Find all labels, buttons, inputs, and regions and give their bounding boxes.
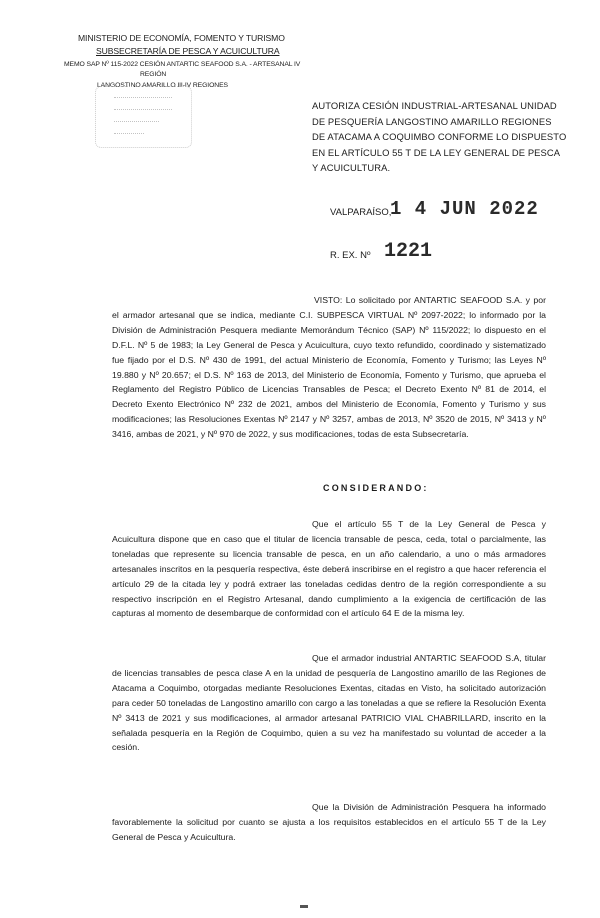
- header-memo-line1: MEMO SAP Nº 115-2022 CESIÓN ANTARTIC SEAFOOD S.A. - ARTESANAL IV: [64, 61, 301, 68]
- rex-number: 1221: [384, 240, 433, 263]
- header-ministry: MINISTERIO DE ECONOMÍA, FOMENTO Y TURISMO: [78, 33, 285, 43]
- considerando-paragraph-3: Que la División de Administración Pesquera ha informado favorablemente la solicitud por cuanto se ajusta a los requisitos establecidos en el artículo 55 T de la Ley General de Pesca y Acuicultura.: [112, 802, 546, 842]
- resolution-title: AUTORIZA CESIÓN INDUSTRIAL-ARTESANAL UNIDAD DE PESQUERÍA LANGOSTINO AMARILLO REGIONES DE ATACAMA A COQUIMBO CONFORME LO DISPUESTO EN EL ARTÍCULO 55 T DE LA LEY GENERAL DE PESCA Y ACUICULTURA.: [312, 100, 567, 174]
- date-stamp: 1 4 JUN 2022: [390, 198, 539, 220]
- considerando-heading: CONSIDERANDO:: [323, 483, 429, 493]
- header-memo-line2: REGIÓN: [140, 71, 167, 78]
- rex-label: R. EX. Nº: [330, 250, 371, 261]
- faint-stamp: [95, 86, 192, 148]
- page-mark: [300, 905, 308, 908]
- considerando-paragraph-1: Que el artículo 55 T de la Ley General de Pesca y Acuicultura dispone que en caso que el titular de licencia transable de pesca, ceda, total o parcialmente, las toneladas que represente su licencia transable de pesca, en un año calendario, a uno o más armadores artesanales inscritos en la pesquería respectiva, éste deberá inscribirse en el registro a que hacer referencia el artículo 29 de la citada ley y podrá extraer las toneladas cedidas dentro de la región correspondiente a su respectivo inscripción en el Registro Artesanal, dando cumplimiento a la exigencia de certificación de las capturas al momento de desembarque de conformidad con el artículo 64 E de la misma ley.: [112, 519, 546, 619]
- header-subsecretaria: SUBSECRETARÍA DE PESCA Y ACUICULTURA: [96, 46, 280, 56]
- place-label: VALPARAÍSO,: [330, 207, 392, 218]
- considerando-paragraph-2: Que el armador industrial ANTARTIC SEAFOOD S.A, titular de licencias transables de pesca clase A en la unidad de pesquería de Langostino amarillo de las Regiones de Atacama a Coquimbo, otorgadas mediante Resoluciones Exentas, citadas en Visto, ha solicitado autorización para ceder 50 toneladas de Langostino amarillo con cargo a las toneladas a que se refiere la Resolución Exenta Nº 3413 de 2021 y sus modificaciones, al armador artesanal PATRICIO VIAL CHABRILLARD, inscrito en la señalada pesquería en la Región de Coquimbo, quien a su vez ha manifestado su voluntad de acceder a la cesión.: [112, 653, 546, 753]
- header-memo-line3: LANGOSTINO AMARILLO III-IV REGIONES: [97, 82, 228, 89]
- visto-paragraph: VISTO: Lo solicitado por ANTARTIC SEAFOOD S.A. y por el armador artesanal que se indica, mediante C.I. SUBPESCA VIRTUAL Nº 2097-2022; lo informado por la División de Administración Pesquera mediante Memorándum Técnico (SAP) Nº 115/2022; lo dispuesto en el D.F.L. Nº 5 de 1983; la Ley General de Pesca y Acuicultura, cuyo texto refundido, coordinado y sistematizado fue fijado por el D.S. Nº 430 de 1991, del actual Ministerio de Economía, Fomento y Turismo; las Leyes Nº 19.880 y Nº 20.657; el D.S. Nº 163 de 2013, del Ministerio de Economía, Fomento y Turismo, que aprueba el Reglamento del Registro Público de Licencias Transables de Pesca; el Decreto Exento Nº 81 de 2014, el Decreto Exento Electrónico Nº 232 de 2021, ambos del Ministerio de Economía, Fomento y Turismo y sus modificaciones; las Resoluciones Exentas Nº 2147 y Nº 3257, ambas de 2013, Nº 3520 de 2015, Nº 3413 y Nº 3416, ambas de 2021, y Nº 970 de 2022, y sus modificaciones, todas de esta Subsecretaría.: [112, 295, 546, 440]
